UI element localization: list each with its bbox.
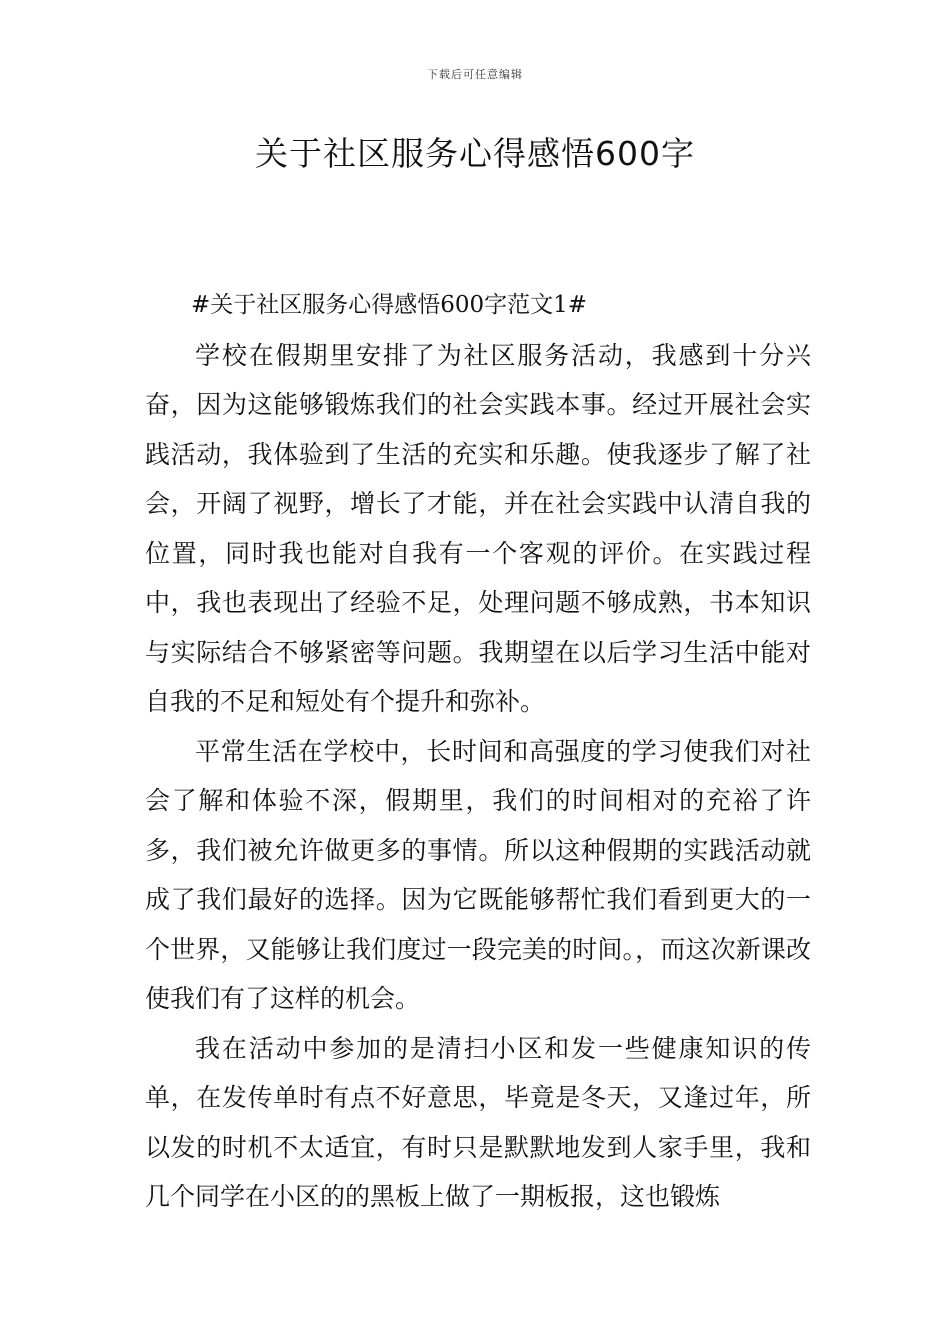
document-body — [145, 281, 811, 1222]
document-title: 关于社区服务心得感悟600字 — [255, 134, 695, 173]
paragraph-1: 学校在假期里安排了为社区服务活动，我感到十分兴奋，因为这能够锻炼我们的社会实践本事。经过开展社会实践活动，我体验到了生活的充实和乐趣。使我逐步了解了社会，开阔了视野，增长了才能，并在社会实践中认清自我的位置，同时我也能对自我有一个客观的评价。在实践过程中，我也表现出了经验不足，处理问题不够成熟，书本知识与实际结合不够紧密等问题。我期望在以后学习生活中能对自我的不足和短处有个提升和弥补。 — [145, 340, 811, 716]
header-note: 下载后可任意编辑 — [427, 68, 523, 81]
paragraph-2: 平常生活在学校中，长时间和高强度的学习使我们对社会了解和体验不深，假期里，我们的时间相对的充裕了许多，我们被允许做更多的事情。所以这种假期的实践活动就成了我们最好的选择。因为它既能够帮忙我们看到更大的一个世界，又能够让我们度过一段完美的时间。，而这次新课改使我们有了这样的机会。 — [145, 736, 811, 1013]
section-subheading: #关于社区服务心得感悟600字范文1# — [191, 292, 588, 318]
paragraph-3: 我在活动中参加的是清扫小区和发一些健康知识的传单，在发传单时有点不好意思，毕竟是冬天，又逢过年，所以发的时机不太适宜，有时只是默默地发到人家手里，我和几个同学在小区的的黑板上做了一期板报，这也锻炼 — [145, 1033, 811, 1211]
